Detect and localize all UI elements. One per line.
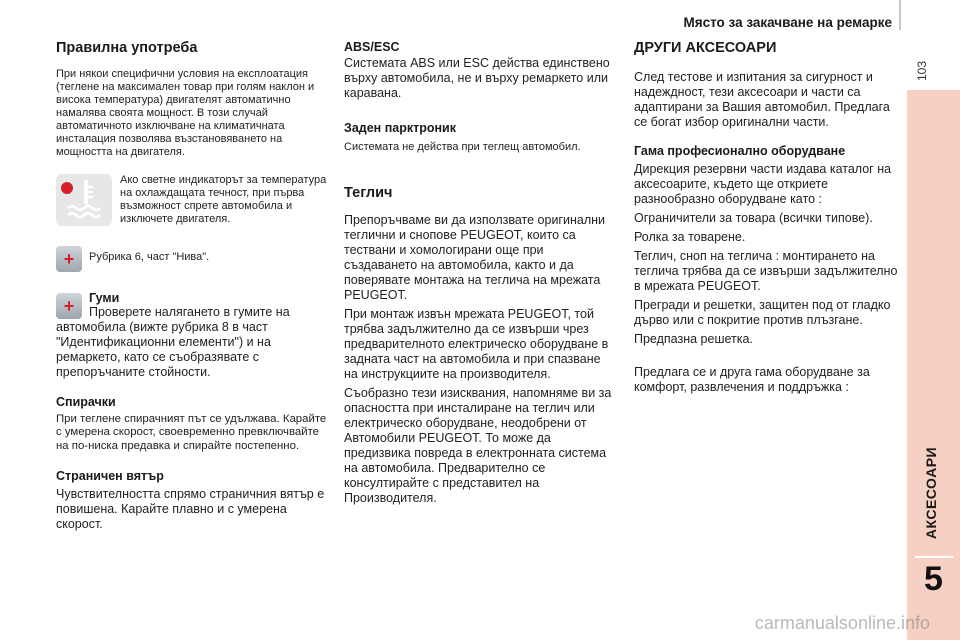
chapter-label: АКСЕСОАРИ: [923, 446, 939, 540]
towbar-title: Теглич: [344, 184, 393, 201]
tyres-section: [56, 291, 330, 380]
abs-esc-title: ABS/ESC: [344, 40, 400, 54]
levels-note: [56, 246, 330, 272]
coolant-warning-text: Ако светне индикаторът за температура на охлаждащата течност, при първа възможност спрете автомобила и изключете двигателя.: [120, 173, 327, 225]
page-header-title: Място за закачване на ремарке: [683, 15, 892, 30]
list-item: Прегради и решетки, защитен под от гладко дърво или с покритие против плъзгане.: [634, 298, 891, 327]
list-item: Теглич, сноп на теглича : монтирането на теглича трябва да се извърши задължително в мрежата PEUGEOT.: [634, 249, 898, 293]
chapter-number: 5: [924, 560, 943, 598]
other-accessories-outro: Предлага се и друга гама оборудване за комфорт, развлечения и поддръжка :: [634, 365, 870, 394]
column-proper-use: [56, 40, 330, 532]
parking-sensor-title: Заден парктроник: [344, 121, 456, 135]
column-other-accessories: [634, 40, 906, 395]
list-item: Предпазна решетка.: [634, 332, 753, 346]
list-item: Ролка за товарене.: [634, 230, 746, 244]
abs-esc-text: Системата ABS или ESC действа единствено върху автомобила, не и върху ремаркето или каравана.: [344, 56, 610, 100]
parking-sensor-text: Системата не действа при теглещ автомобил.: [344, 141, 581, 153]
coolant-temperature-icon: [56, 174, 112, 226]
levels-note-text: Рубрика 6, част "Нива".: [89, 250, 210, 263]
brakes-title: Спирачки: [56, 394, 116, 409]
list-item: Дирекция резервни части издава каталог на аксесоарите, където ще откриете разнообразно оборудване като :: [634, 162, 892, 206]
crosswind-text: Чувствителността спрямо страничния вятър е повишена. Карайте плавно и с умерена скорост.: [56, 487, 325, 532]
tyres-title: Гуми: [89, 290, 120, 305]
towbar-paragraph-3: Съобразно тези изисквания, напомняме ви за опасността при инсталиране на теглич или електрическо оборудване, неодобрени от Автомобили PEUGEOT. То може да предизвика повреда в електронната система на автомобила. Предварително се консултирайте с представител на Производителя.: [344, 385, 612, 505]
column-towing-systems: [344, 40, 616, 506]
brakes-text: При теглене спирачният път се удължава. Карайте с умерена скорост, своевременно превключвайте на по-ниска предавка и спирайте постепенно.: [56, 412, 327, 452]
other-accessories-intro: След тестове и изпитания за сигурност и надеждност, тези аксесоари и части са адаптирани за Вашия автомобил. Предлага се богат избор оригинални части.: [634, 70, 890, 129]
other-accessories-title: ДРУГИ АКСЕСОАРИ: [634, 40, 777, 56]
proper-use-intro: При някои специфични условия на експлоатация (теглене на максимален товар при голям наклон и висока температура) двигателят автоматично намалява своята мощност. В този случай автоматичното изключване на климатичната инсталация позволява възстановяването на мощността на двигателя.: [56, 68, 315, 158]
tyres-text: Проверете налягането в гумите на автомобила (вижте рубрика 8 в част "Идентификационни елементи") и на ремаркето, като се съобразявате с препоръчаните стойности.: [56, 304, 290, 379]
chapter-divider: [915, 556, 953, 558]
towbar-paragraph-1: Препоръчваме ви да използвате оригинални теглични и сноповe PEUGEOT, които са тествани и хомологирани още при създаването на автомобила, както и да поверявате монтажа на теглича на мрежата PEUGEOT.: [344, 212, 606, 302]
page-number: 103: [915, 60, 929, 82]
towbar-paragraph-2: При монтаж извън мрежата PEUGEOT, той трябва задължително да се извърши чрез предварителното електрическо оборудване в задната част на автомобила и при спазване на инструкциите на производителя.: [344, 306, 609, 381]
plus-info-icon: +: [56, 293, 82, 319]
professional-equipment-title: Гама професионално оборудване: [634, 144, 846, 158]
plus-info-icon: +: [56, 246, 82, 272]
watermark-credit: carmanualsonline.info: [754, 613, 930, 633]
coolant-warning-box: [56, 174, 330, 226]
header-divider: [899, 0, 901, 30]
professional-equipment-list: [634, 162, 906, 347]
crosswind-title: Страничен вятър: [56, 469, 164, 484]
section-title-proper-use: Правилна употреба: [56, 40, 198, 56]
list-item: Ограничители за товара (всички типове).: [634, 211, 873, 225]
